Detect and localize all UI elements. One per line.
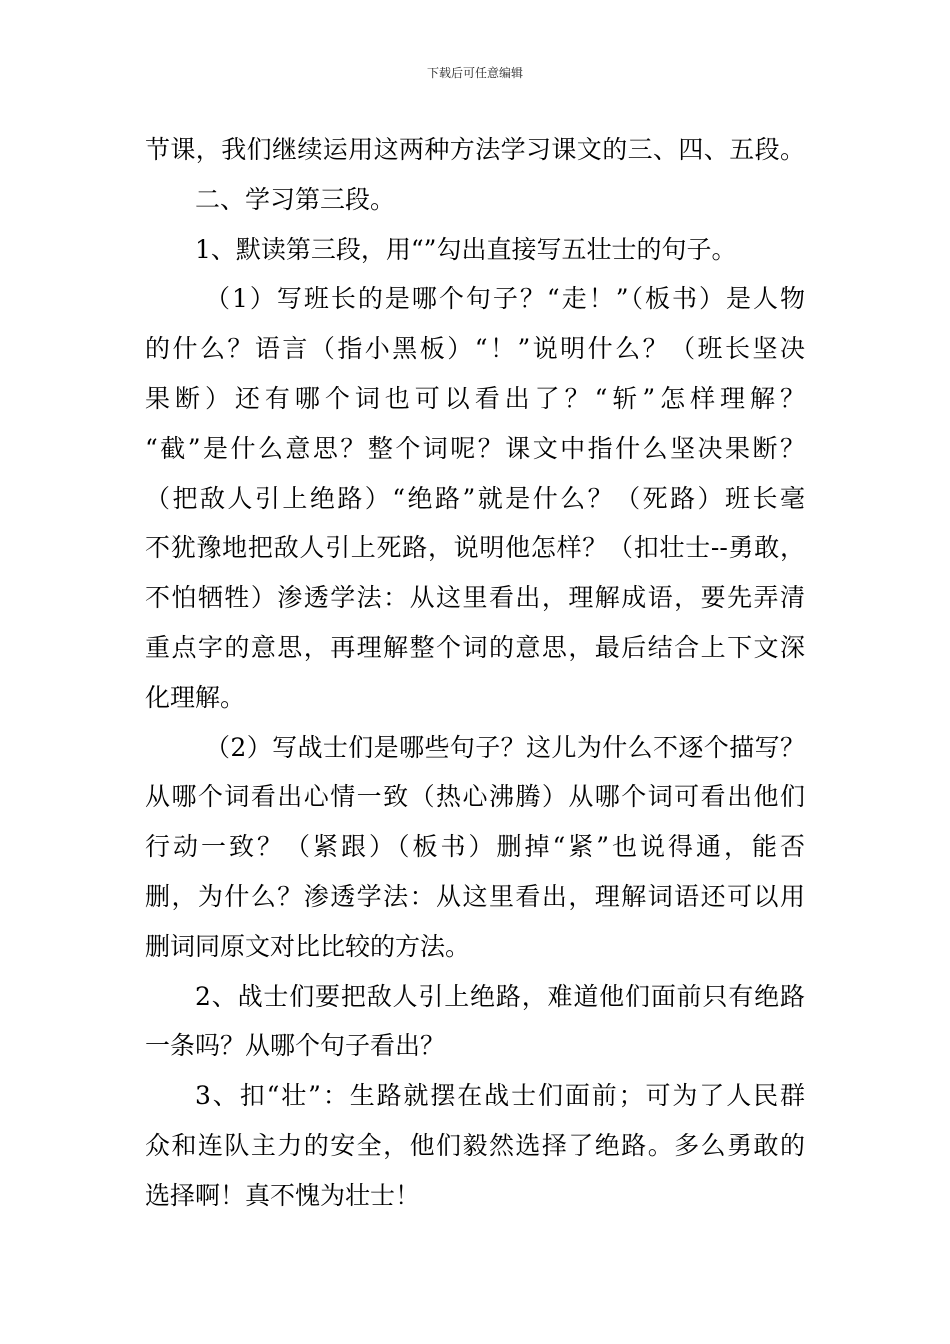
- text-line: 众和连队主力的安全，他们毅然选择了绝路。多么勇敢的: [145, 1131, 805, 1160]
- text-line: （把敌人引上绝路）“绝路”就是什么？（死路）班长毫: [145, 483, 805, 513]
- text-line: 2、战士们要把敌人引上绝路，难道他们面前只有绝路: [195, 981, 805, 1011]
- text-line: 二、学习第三段。: [195, 184, 396, 214]
- text-line: 3、扣“壮”：生路就摆在战士们面前；可为了人民群: [195, 1081, 805, 1111]
- text-line: “截”是什么意思？整个词呢？课文中指什么坚决果断？: [145, 433, 805, 463]
- text-line: 节课，我们继续运用这两种方法学习课文的三、四、五段。: [145, 135, 805, 164]
- text-line: 一条吗？从哪个句子看出？: [145, 1031, 446, 1061]
- text-line: 行动一致？（紧跟）（板书）删掉“紧”也说得通，能否: [145, 832, 805, 862]
- text-line: 删词同原文对比比较的方法。: [145, 931, 471, 961]
- text-line: （1）写班长的是哪个句子？“走！”（板书）是人物: [205, 284, 805, 314]
- text-line: 不犹豫地把敌人引上死路，说明他怎样？（扣壮士--勇敢，: [145, 533, 805, 563]
- text-line: 从哪个词看出心情一致（热心沸腾）从哪个词可看出他们: [145, 782, 805, 812]
- text-line: 选择啊！真不愧为壮士！: [145, 1180, 421, 1210]
- text-line: 不怕牺牲）渗透学法：从这里看出，理解成语，要先弄清: [145, 583, 805, 613]
- text-line: 重点字的意思，再理解整个词的意思，最后结合上下文深: [145, 633, 805, 662]
- text-line: 删，为什么？渗透学法：从这里看出，理解词语还可以用: [145, 882, 805, 911]
- page-header: 下载后可任意编辑: [426, 66, 523, 80]
- text-line: 1、默读第三段，用“”勾出直接写五壮士的句子。: [195, 234, 737, 264]
- text-line: （2）写战士们是哪些句子？这儿为什么不逐个描写？: [205, 732, 805, 762]
- text-line: 化理解。: [145, 682, 246, 712]
- text-line: 的什么？语言（指小黑板）“！”说明什么？（班长坚决: [145, 334, 805, 364]
- text-line: 果断）还有哪个词也可以看出了？“斩”怎样理解？: [145, 384, 805, 413]
